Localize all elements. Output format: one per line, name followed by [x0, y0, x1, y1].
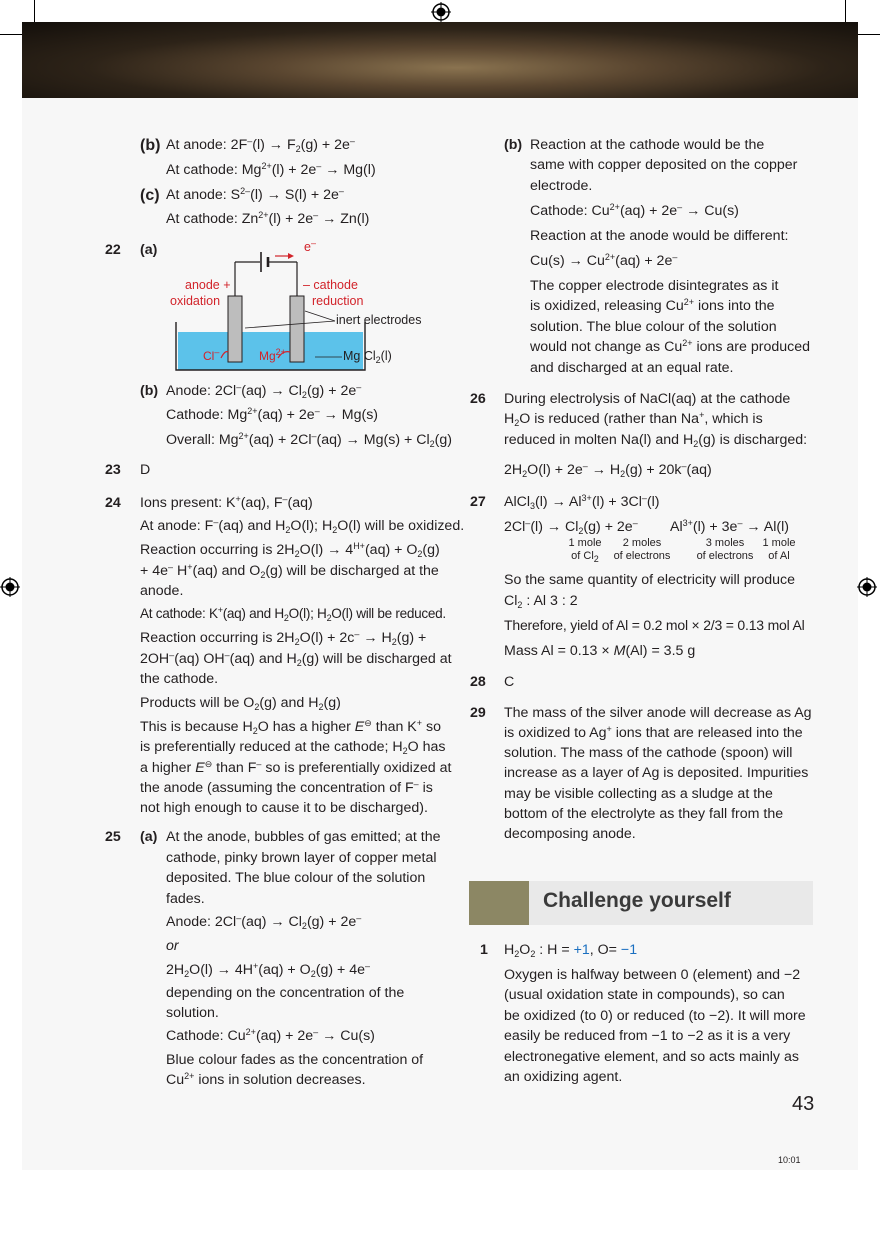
answer-line: electrode. [530, 178, 593, 194]
answer-line: Therefore, yield of Al = 0.2 mol × 2/3 = 0.13 mol Al [504, 617, 805, 633]
part-label: (b) [140, 137, 161, 154]
question-number: 26 [470, 391, 486, 407]
header-banner-image [22, 22, 858, 98]
question-number: 27 [470, 494, 486, 510]
inert-electrodes-label: inert electrodes [336, 313, 422, 327]
part-label: (a) [140, 829, 158, 845]
mole-note: 3 moles of electrons [696, 537, 754, 562]
answer-line: $Cl_2$ : Al 3 : 2 [504, 593, 578, 610]
answer-line: Mass Al = 0.13 × M(Al) = 3.5 g [504, 643, 696, 659]
answer-line: C [504, 674, 515, 690]
answer-line: Products will be $O_2(g)$ and $H_2(g)$ [140, 695, 341, 712]
reduction-label: reduction [312, 294, 364, 308]
answer-line: is oxidized to Ag+ ions that are released into the [504, 724, 803, 741]
oxidation-label: oxidation [170, 294, 221, 308]
answer-line: be oxidized (to 0) or reduced (to −2). It will more [504, 1008, 806, 1024]
registration-mark-icon [0, 577, 20, 597]
answer-line: At cathode: K+(aq) and $H_2O(l)$; $H_2O(l)$ will be reduced. [140, 605, 446, 623]
answer-line: same with copper deposited on the copper [530, 157, 798, 173]
answer-line: is oxidized, releasing $Cu^{2+}$ ions into the [530, 297, 775, 314]
answer-line: At anode: $S^{2-}(l) \to S(l) + 2e^-$ [166, 186, 344, 203]
answer-line: During electrolysis of NaCl(aq) at the cathode [504, 391, 791, 407]
answer-line: Reaction at the anode would be different: [530, 228, 789, 244]
electron-label: e– [304, 238, 316, 254]
anode-label: anode + [185, 278, 231, 292]
answer-line: At anode: F–(aq) and $H_2O(l)$; $H_2O(l)$ will be oxidized. [140, 517, 465, 535]
answer-line: the anode (assuming the concentration of F– is [140, 779, 433, 796]
part-label: (b) [504, 137, 523, 153]
answer-line: At the anode, bubbles of gas emitted; at the [166, 829, 441, 845]
answer-line: Anode: $2Cl^-(aq) \to Cl_2(g) + 2e^-$ [166, 382, 362, 400]
answer-line: This is because $H_2O$ has a higher E⊖ than K+ so [140, 718, 441, 736]
question-number: 28 [470, 674, 486, 690]
question-number: 24 [105, 495, 121, 511]
cathode-electrode [290, 296, 304, 362]
anode-electrode [228, 296, 242, 362]
answer-line: Overall: $Mg^{2+}(aq) + 2Cl^-(aq) \to Mg(s) + Cl_2(g)$ [166, 431, 452, 449]
answer-line: $2H_2O(l) \to 4H^+(aq) + O_2(g) + 4e^-$ [166, 961, 371, 979]
answer-line: is preferentially reduced at the cathode; $H_2O$ has [140, 739, 446, 756]
answer-line: anode. [140, 583, 184, 599]
cathode-label: – cathode [303, 278, 358, 292]
answer-line: $H_2O_2$ : H = +1, O= −1 [504, 942, 638, 959]
answer-line: easily be reduced from −1 to −2 as it is a very [504, 1028, 791, 1044]
question-number: 1 [480, 942, 488, 958]
answer-line: Anode: $2Cl^-(aq) \to Cl_2(g) + 2e^-$ [166, 913, 362, 931]
page-number: 43 [792, 1093, 815, 1115]
answer-line: decomposing anode. [504, 826, 636, 842]
answer-line: $H_2O$ is reduced (rather than Na+, which is [504, 410, 763, 428]
crop-mark [845, 0, 846, 22]
answer-line: 2OH–(aq) OH–(aq) and $H_2(g)$ will be discharged at [140, 650, 452, 668]
answer-line: Cathode: $Cu^{2+}(aq) + 2e^- \to Cu(s)$ [530, 202, 739, 219]
answer-line: and discharged at an equal rate. [530, 360, 734, 376]
answer-line: increase as a layer of Ag is deposited. Impurities [504, 765, 809, 781]
answer-line: Reaction at the cathode would be the [530, 137, 765, 153]
answer-line: $Al^{3+}(l) + 3e^- \to Al(l)$ [670, 518, 789, 535]
answer-line: (usual oxidation state in compounds), so can [504, 987, 785, 1003]
answer-line: $Cu(s) \to Cu^{2+}(aq) + 2e^-$ [530, 252, 678, 269]
answer-line: So the same quantity of electricity will produce [504, 572, 795, 588]
answer-line: a higher E⊖ than F– so is preferentially oxidized at [140, 759, 452, 776]
answer-line: may be visible collecting as a sludge at the [504, 786, 773, 802]
challenge-title: Challenge yourself [543, 889, 731, 912]
answer-line: electronegative element, and so acts mainly as [504, 1049, 799, 1065]
answer-line: bottom of the electrolyte as they fall from the [504, 806, 784, 822]
mole-note: 2 moles of electrons [613, 537, 671, 562]
answer-line: D [140, 462, 151, 478]
chloride-ion-label: Cl– [203, 347, 220, 363]
answer-line: The mass of the silver anode will decrease as Ag [504, 705, 812, 721]
answer-line: At anode: $2F^-(l) \to F_2(g) + 2e^-$ [166, 136, 355, 154]
registration-mark-icon [857, 577, 877, 597]
crop-mark [858, 34, 880, 35]
answer-line: Ions present: K+(aq), F–(aq) [140, 494, 313, 511]
answer-line: solution. The blue colour of the solution [530, 319, 777, 335]
answer-line: $2Cl^-(l) \to Cl_2(g) + 2e^-$ [504, 518, 638, 536]
question-number: 22 [105, 242, 121, 258]
answer-line: an oxidizing agent. [504, 1069, 623, 1085]
solution-label: Mg $Cl_2(l)$ [343, 349, 392, 365]
answer-line: cathode, pinky brown layer of copper metal [166, 850, 437, 866]
answer-line: fades. [166, 891, 205, 907]
answer-line: At cathode: $Zn^{2+}(l) + 2e^- \to Zn(l)$ [166, 210, 370, 227]
answer-line: Cathode: $Cu^{2+}(aq) + 2e^- \to Cu(s)$ [166, 1027, 375, 1044]
question-number: 29 [470, 705, 486, 721]
mole-note: 1 mole of Al [762, 537, 796, 562]
answer-line: Reaction occurring is $2H_2O(l) \to 4^{H+}(aq) + O_2(g)$ [140, 541, 440, 559]
answer-line: $2H_2O(l) + 2e^- \to H_2(g) + 20k^-(aq)$ [504, 461, 712, 479]
answer-line: + 4e– H+(aq) and $O_2(g)$ will be discharged at the [140, 562, 439, 580]
answer-line: Blue colour fades as the concentration of [166, 1052, 424, 1068]
answer-line: solution. The mass of the cathode (spoon) will [504, 745, 793, 761]
part-label: (a) [140, 242, 158, 258]
print-timestamp: 10:01 [778, 1155, 801, 1165]
mole-note: 1 mole of $Cl_2$ [568, 537, 602, 564]
challenge-swatch [469, 881, 529, 925]
answer-line: deposited. The blue colour of the solution [166, 870, 426, 886]
answer-line: not high enough to cause it to be discharged). [140, 800, 428, 816]
answer-line: reduced in molten Na(l) and $H_2(g)$ is discharged: [504, 432, 808, 449]
answer-line: $Cu^{2+}$ ions in solution decreases. [166, 1071, 366, 1088]
question-number: 25 [105, 829, 121, 845]
answer-line: Oxygen is halfway between 0 (element) and −2 [504, 967, 801, 983]
answer-line: AlCl$_3$(l) → $Al^{3+}(l) + 3Cl^-(l)$ [504, 493, 660, 511]
answer-line: the cathode. [140, 671, 219, 687]
answer-line: Reaction occurring is $2H_2O(l) + 2c^- \to H_2(g)$ + [140, 629, 427, 647]
magnesium-ion-label: $Mg^{2+}$ [259, 347, 286, 363]
answer-line: The copper electrode disintegrates as it [530, 278, 779, 294]
crop-mark [0, 34, 22, 35]
answer-line: Cathode: $Mg^{2+}(aq) + 2e^- \to Mg(s)$ [166, 406, 379, 423]
answer-line: At cathode: $Mg^{2+}(l) + 2e^- \to Mg(l)$ [166, 161, 376, 178]
part-label: (c) [140, 187, 160, 204]
crop-mark [34, 0, 35, 22]
answer-line: depending on the concentration of the [166, 985, 405, 1001]
answer-line: solution. [166, 1005, 219, 1021]
answer-line: or [166, 938, 179, 954]
registration-mark-icon [431, 2, 451, 22]
part-label: (b) [140, 383, 159, 399]
answer-line: would not change as $Cu^{2+}$ ions are produced [530, 338, 811, 355]
question-number: 23 [105, 462, 121, 478]
